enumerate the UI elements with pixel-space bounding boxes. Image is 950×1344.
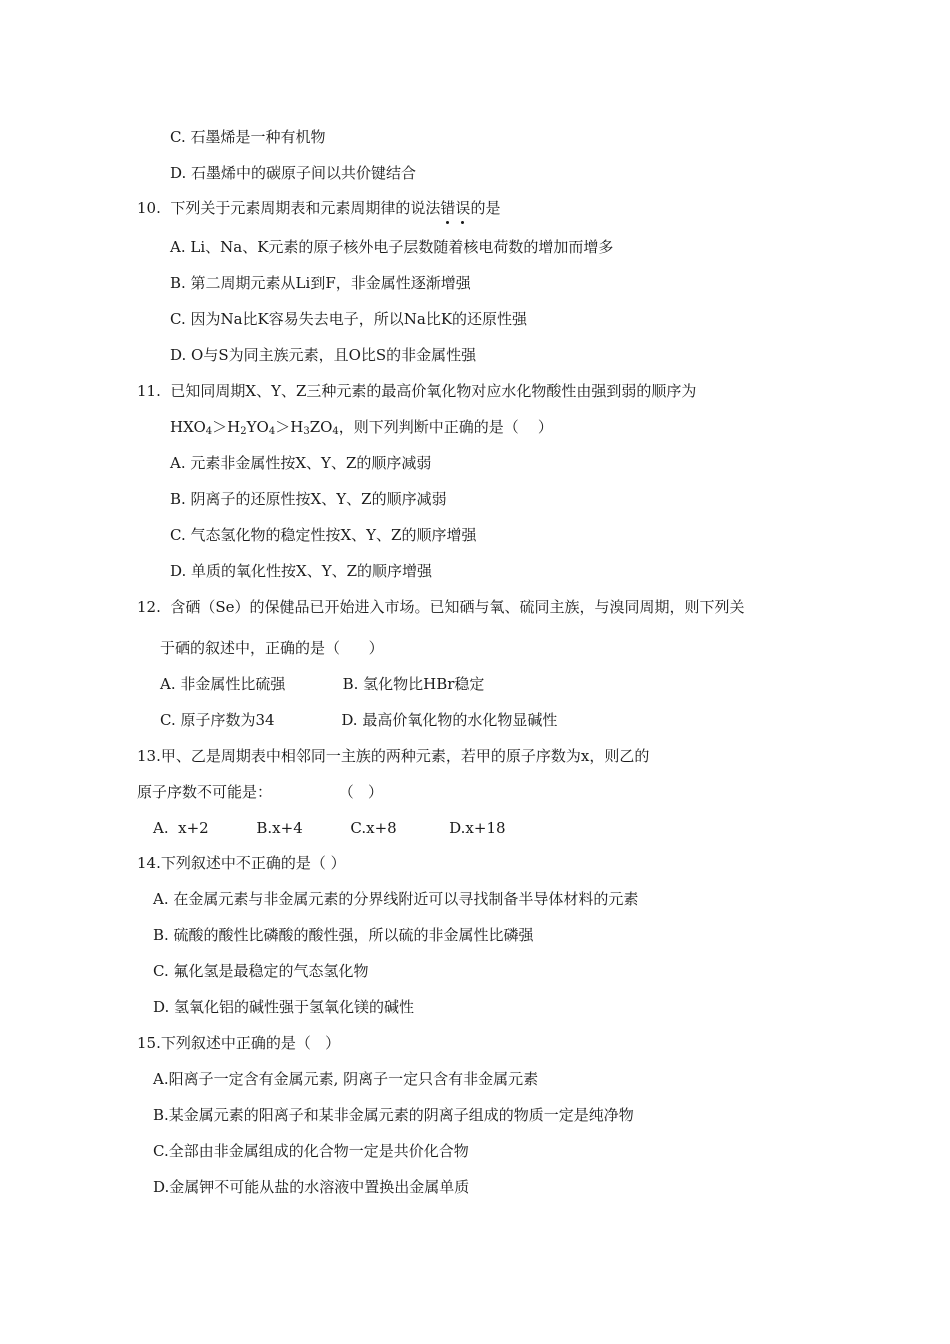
formula-subscript: 4 <box>268 426 276 437</box>
question-13: 13.甲、乙是周期表中相邻同一主族的两种元素，若甲的原子序数为x，则乙的 <box>137 747 650 765</box>
options-12-cd: C. 原子序数为34 D. 最高价氧化物的水化物显碱性 <box>160 711 558 729</box>
option-11a: A. 元素非金属性按X、Y、Z的顺序减弱 <box>170 454 432 472</box>
question-10 <box>137 197 500 219</box>
option-11b: B. 阴离子的还原性按X、Y、Z的顺序减弱 <box>170 490 447 508</box>
question-10-text: 10. 下列关于元素周期表和元素周期律的说法 <box>137 199 441 217</box>
question-12-cont: 于硒的叙述中，正确的是（ ） <box>160 639 384 657</box>
formula-part: HXO <box>170 418 206 436</box>
formula-part: ＞H <box>212 418 241 436</box>
option-10b: B. 第二周期元素从Li到F，非金属性逐渐增强 <box>170 274 471 292</box>
option-15a: A.阳离子一定含有金属元素, 阴离子一定只含有非金属元素 <box>153 1070 539 1088</box>
option-11c: C. 气态氢化物的稳定性按X、Y、Z的顺序增强 <box>170 526 477 544</box>
option-14a: A. 在金属元素与非金属元素的分界线附近可以寻找制备半导体材料的元素 <box>153 890 639 908</box>
formula-part: ＞H <box>275 418 304 436</box>
option-10d: D. O与S为同主族元素，且O比S的非金属性强 <box>170 346 477 364</box>
option-15b: B.某金属元素的阳离子和某非金属元素的阴离子组成的物质一定是纯净物 <box>153 1106 634 1124</box>
question-12: 12. 含硒（Se）的保健品已开始进入市场。已知硒与氧、硫同主族，与溴同周期，则下列关 <box>137 598 745 616</box>
question-11: 11. 已知同周期X、Y、Z三种元素的最高价氧化物对应水化物酸性由强到弱的顺序为 <box>137 382 697 400</box>
option-9d: D. 石墨烯中的碳原子间以共价键结合 <box>170 164 417 182</box>
options-13: A. x+2 B.x+4 C.x+8 D.x+18 <box>153 819 506 837</box>
option-15d: D.金属钾不可能从盐的水溶液中置换出金属单质 <box>153 1178 470 1196</box>
option-15c: C.全部由非金属组成的化合物一定是共价化合物 <box>153 1142 469 1160</box>
formula-subscript: 4 <box>205 426 213 437</box>
option-14d: D. 氢氧化铝的碱性强于氢氧化镁的碱性 <box>153 998 415 1016</box>
question-14: 14.下列叙述中不正确的是（ ） <box>137 854 346 872</box>
option-14b: B. 硫酸的酸性比磷酸的酸性强，所以硫的非金属性比磷强 <box>153 926 534 944</box>
question-13-cont: 原子序数不可能是： （ ） <box>137 783 384 801</box>
formula-part: ZO <box>309 418 333 436</box>
emphasis-char-2: 误 <box>455 199 471 217</box>
emphasis-char-1: 错 <box>440 199 456 217</box>
formula-subscript: 4 <box>332 426 339 437</box>
option-11d: D. 单质的氧化性按X、Y、Z的顺序增强 <box>170 562 433 580</box>
question-11-formula <box>170 416 553 438</box>
formula-part: YO <box>246 418 269 436</box>
option-10c: C. 因为Na比K容易失去电子，所以Na比K的还原性强 <box>170 310 528 328</box>
formula-subscript: 2 <box>240 426 247 437</box>
question-10-tail: 的是 <box>470 199 501 217</box>
option-10a: A. Li、Na、K元素的原子核外电子层数随着核电荷数的增加而增多 <box>170 238 614 256</box>
question-15: 15.下列叙述中正确的是（ ） <box>137 1034 341 1052</box>
option-14c: C. 氟化氢是最稳定的气态氢化物 <box>153 962 369 980</box>
option-9c: C. 石墨烯是一种有机物 <box>170 128 326 146</box>
options-12-ab: A. 非金属性比硫强 B. 氢化物比HBr稳定 <box>160 675 485 693</box>
formula-subscript: 3 <box>303 426 310 437</box>
formula-part: ，则下列判断中正确的是（ ） <box>338 418 553 436</box>
